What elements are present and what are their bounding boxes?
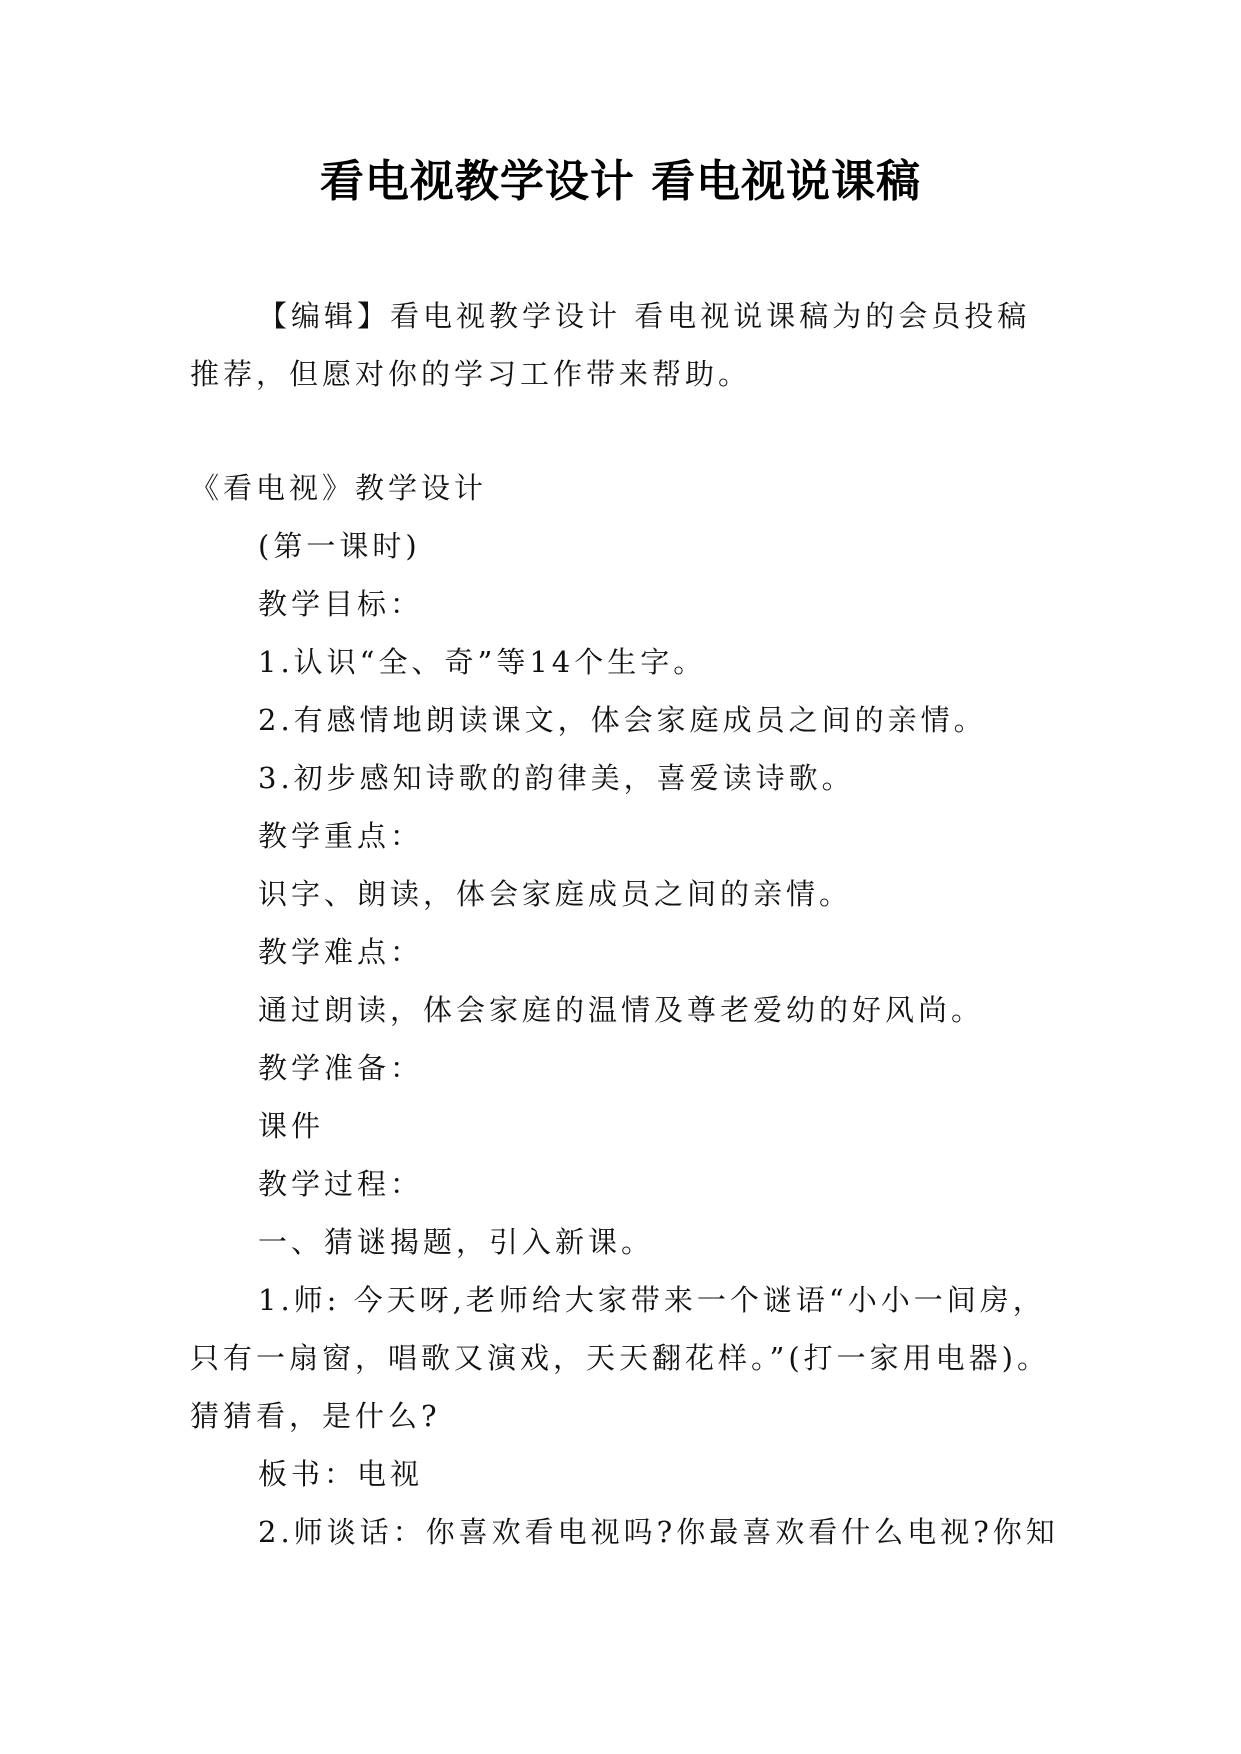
heading-difficulties: 教学难点： [258, 935, 424, 969]
heading-process: 教学过程： [258, 1167, 424, 1201]
objective-3: 3.初步感知诗歌的韵律美，喜爱读诗歌。 [258, 761, 855, 795]
lesson-title: 《看电视》教学设计 [190, 471, 488, 505]
riddle-paragraph: 1.师: 今天呀,老师给大家带来一个谜语“小小一间房，只有一扇窗，唱歌又演戏，天天翻花样。”(打一家用电器)。猜猜看，是什么? [190, 1283, 1050, 1433]
intro-paragraph [190, 287, 1060, 403]
line-period: (第一课时) [258, 529, 421, 563]
document-title: 看电视教学设计 看电视说课稿 [319, 156, 922, 207]
heading-key-points: 教学重点： [258, 819, 424, 853]
key-points-text: 识字、朗读，体会家庭成员之间的亲情。 [258, 877, 853, 911]
objective-1: 1.认识“全、奇”等14个生字。 [258, 645, 707, 679]
heading-preparation: 教学准备： [258, 1051, 424, 1085]
talk-paragraph: 2.师谈话：你喜欢看电视吗?你最喜欢看什么电视?你知 [258, 1515, 1059, 1549]
difficulties-text: 通过朗读，体会家庭的温情及尊老爱幼的好风尚。 [258, 993, 985, 1027]
process-step-1: 一、猜谜揭题，引入新课。 [258, 1225, 655, 1259]
board-note: 板书：电视 [258, 1457, 424, 1491]
lesson-content [190, 459, 1060, 1561]
objective-2: 2.有感情地朗读课文，体会家庭成员之间的亲情。 [258, 703, 987, 737]
preparation-text: 课件 [258, 1109, 325, 1143]
intro-text: 【编辑】看电视教学设计 看电视说课稿为的会员投稿推荐，但愿对你的学习工作带来帮助。 [190, 299, 1031, 391]
heading-objectives: 教学目标： [258, 587, 424, 621]
